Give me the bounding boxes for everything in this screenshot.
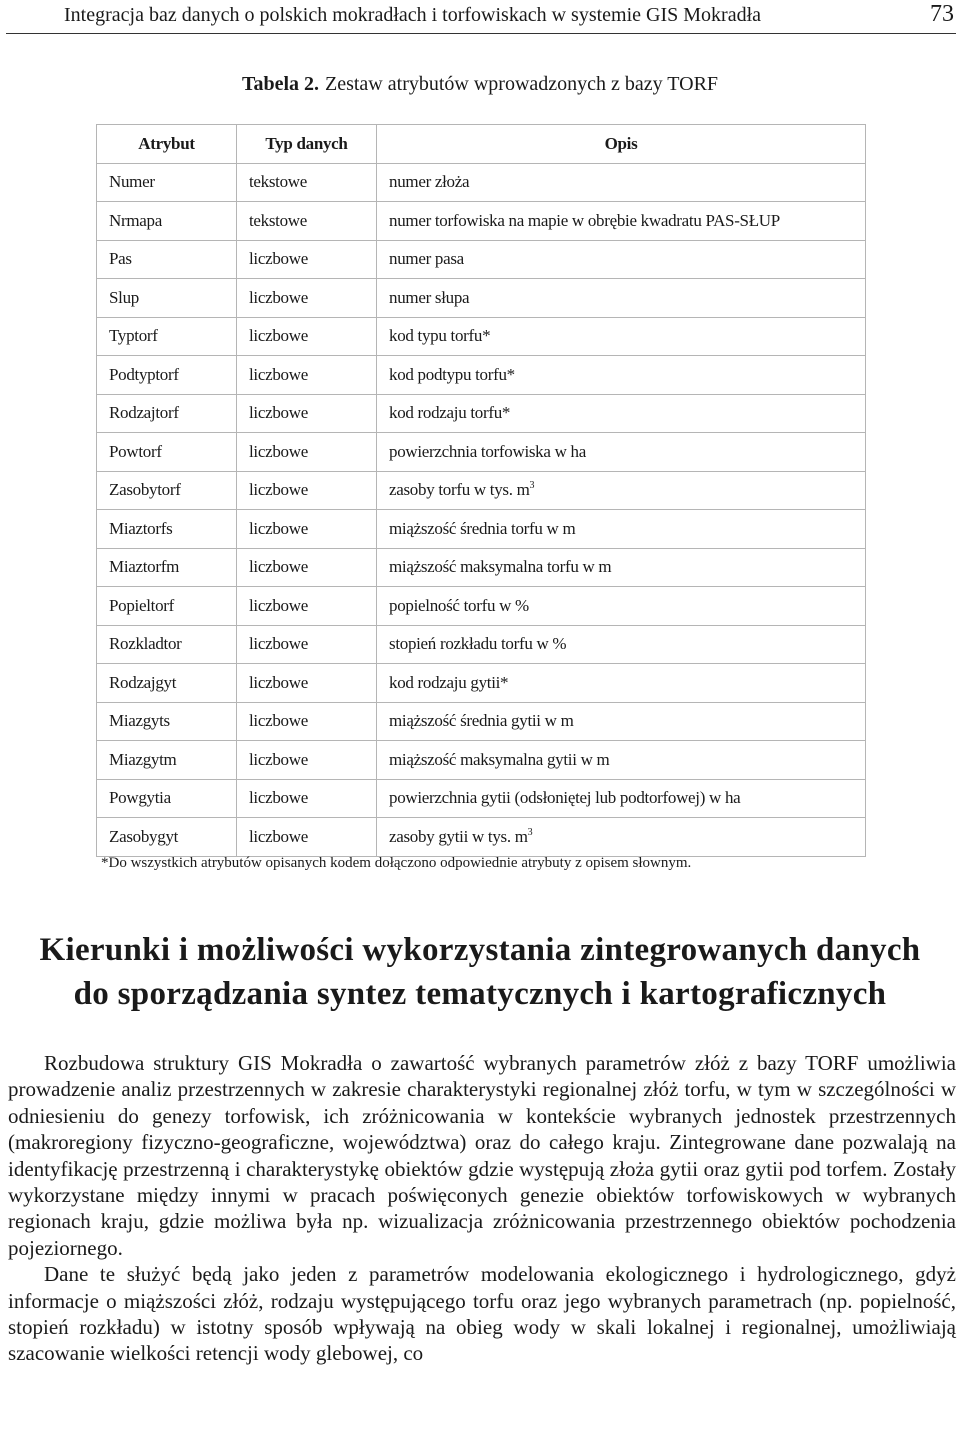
attribute-cell: Rodzajtorf xyxy=(97,394,237,433)
table-row xyxy=(97,548,866,587)
column-header-type: Typ danych xyxy=(237,125,377,164)
type-cell: liczbowe xyxy=(237,779,377,818)
column-header-description: Opis xyxy=(377,125,866,164)
attribute-cell: Numer xyxy=(97,163,237,202)
type-cell: liczbowe xyxy=(237,587,377,626)
type-cell: liczbowe xyxy=(237,664,377,703)
type-cell: tekstowe xyxy=(237,163,377,202)
type-cell: liczbowe xyxy=(237,625,377,664)
table-row xyxy=(97,741,866,780)
attribute-cell: Typtorf xyxy=(97,317,237,356)
type-cell: liczbowe xyxy=(237,433,377,472)
table-row xyxy=(97,702,866,741)
table-row xyxy=(97,471,866,510)
description-cell: kod typu torfu* xyxy=(377,317,866,356)
attribute-cell: Nrmapa xyxy=(97,202,237,241)
description-cell: miąższość średnia torfu w m xyxy=(377,510,866,549)
type-cell: liczbowe xyxy=(237,394,377,433)
type-cell: tekstowe xyxy=(237,202,377,241)
attributes-table xyxy=(96,124,866,857)
table-row xyxy=(97,664,866,703)
table-row xyxy=(97,510,866,549)
table-row xyxy=(97,818,866,857)
attribute-cell: Podtyptorf xyxy=(97,356,237,395)
section-heading-line-1: Kierunki i możliwości wykorzystania zintegrowanych danych xyxy=(39,932,921,968)
description-cell: powierzchnia torfowiska w ha xyxy=(377,433,866,472)
body-text xyxy=(8,1050,956,1367)
table-row xyxy=(97,240,866,279)
section-heading-line-2: do sporządzania syntez tematycznych i kartograficznych xyxy=(73,976,887,1012)
attribute-cell: Powgytia xyxy=(97,779,237,818)
table-row xyxy=(97,587,866,626)
type-cell: liczbowe xyxy=(237,818,377,857)
table-row xyxy=(97,779,866,818)
description-cell: miąższość maksymalna torfu w m xyxy=(377,548,866,587)
table-row xyxy=(97,356,866,395)
type-cell: liczbowe xyxy=(237,279,377,318)
header-rule xyxy=(6,33,956,34)
table-caption-label: Tabela 2. xyxy=(241,73,319,95)
table-caption xyxy=(0,73,960,96)
attribute-cell: Miazgytm xyxy=(97,741,237,780)
attribute-cell: Zasobytorf xyxy=(97,471,237,510)
type-cell: liczbowe xyxy=(237,548,377,587)
table-row xyxy=(97,279,866,318)
superscript: 3 xyxy=(529,480,535,492)
type-cell: liczbowe xyxy=(237,471,377,510)
table-footnote: *Do wszystkich atrybutów opisanych kodem dołączono odpowiednie atrybuty z opisem słownym. xyxy=(101,855,692,871)
attribute-cell: Rodzajgyt xyxy=(97,664,237,703)
attribute-cell: Rozkladtor xyxy=(97,625,237,664)
description-cell: numer słupa xyxy=(377,279,866,318)
attribute-cell: Pas xyxy=(97,240,237,279)
type-cell: liczbowe xyxy=(237,317,377,356)
description-cell: zasoby torfu w tys. $m^3$ xyxy=(377,471,866,510)
description-cell: stopień rozkładu torfu w % xyxy=(377,625,866,664)
page-number: 73 xyxy=(930,1,954,27)
table-header-row xyxy=(97,125,866,164)
table-body xyxy=(97,163,866,856)
paragraph: Rozbudowa struktury GIS Mokradła o zawartość wybranych parametrów złóż z bazy TORF umożliwia prowadzenie analiz przestrzennych w zakresie charakterystyki regionalnej złóż torfu, w tym w szczególności w odniesieniu do genezy torfowisk, ich zróżnicowania w kontekście wybranych jednostek przestrzennych (makroregiony fizyczno-geograficzne, województwa) oraz do całego kraju. Zintegrowane dane pozwalają na identyfikację przestrzenną i charakterystykę obiektów gdzie występują złoża gytii oraz gytii pod torfem. Zostały wykorzystane między innymi w pracach poświęconych genezie obiektów torfowiskowych w wybranych regionach kraju, gdzie możliwa była np. wizualizacja zróżnicowania przestrzennego obiektów pochodzenia pojeziornego. xyxy=(8,1051,956,1260)
attribute-cell: Miaztorfs xyxy=(97,510,237,549)
section-heading xyxy=(0,928,960,1016)
description-cell: miąższość maksymalna gytii w m xyxy=(377,741,866,780)
running-header xyxy=(0,0,960,34)
type-cell: liczbowe xyxy=(237,741,377,780)
attribute-cell: Zasobygyt xyxy=(97,818,237,857)
type-cell: liczbowe xyxy=(237,240,377,279)
superscript: 3 xyxy=(527,826,533,838)
description-cell: kod rodzaju torfu* xyxy=(377,394,866,433)
table-caption-text: Zestaw atrybutów wprowadzonych z bazy TORF xyxy=(325,73,719,95)
attribute-cell: Slup xyxy=(97,279,237,318)
description-cell: numer torfowiska na mapie w obrębie kwadratu PAS-SŁUP xyxy=(377,202,866,241)
description-cell: kod rodzaju gytii* xyxy=(377,664,866,703)
description-cell: miąższość średnia gytii w m xyxy=(377,702,866,741)
type-cell: liczbowe xyxy=(237,356,377,395)
description-cell: kod podtypu torfu* xyxy=(377,356,866,395)
description-cell: zasoby gytii w tys. $m^3$ xyxy=(377,818,866,857)
table-row xyxy=(97,433,866,472)
attribute-cell: Miaztorfm xyxy=(97,548,237,587)
paragraph: Dane te służyć będą jako jeden z parametrów modelowania ekologicznego i hydrologicznego, gdyż informacje o miąższości złóż, rodzaju występującego torfu oraz jego wybranych parametrach (np. popielność, stopień rozkładu) w istotny sposób wpływają na obieg wody w skali lokalnej i regionalnej, umożliwiają szacowanie wielkości retencji wody glebowej, co xyxy=(8,1262,956,1366)
table-row xyxy=(97,625,866,664)
running-title: Integracja baz danych o polskich mokradłach i torfowiskach w systemie GIS Mokradła xyxy=(64,4,762,26)
type-cell: liczbowe xyxy=(237,702,377,741)
attribute-cell: Miazgyts xyxy=(97,702,237,741)
table-row xyxy=(97,317,866,356)
attribute-cell: Popieltorf xyxy=(97,587,237,626)
description-cell: numer złoża xyxy=(377,163,866,202)
table-row xyxy=(97,202,866,241)
attribute-cell: Powtorf xyxy=(97,433,237,472)
type-cell: liczbowe xyxy=(237,510,377,549)
table-row xyxy=(97,163,866,202)
description-cell: popielność torfu w % xyxy=(377,587,866,626)
column-header-attribute: Atrybut xyxy=(97,125,237,164)
description-cell: numer pasa xyxy=(377,240,866,279)
table-row xyxy=(97,394,866,433)
description-cell: powierzchnia gytii (odsłoniętej lub podtorfowej) w ha xyxy=(377,779,866,818)
